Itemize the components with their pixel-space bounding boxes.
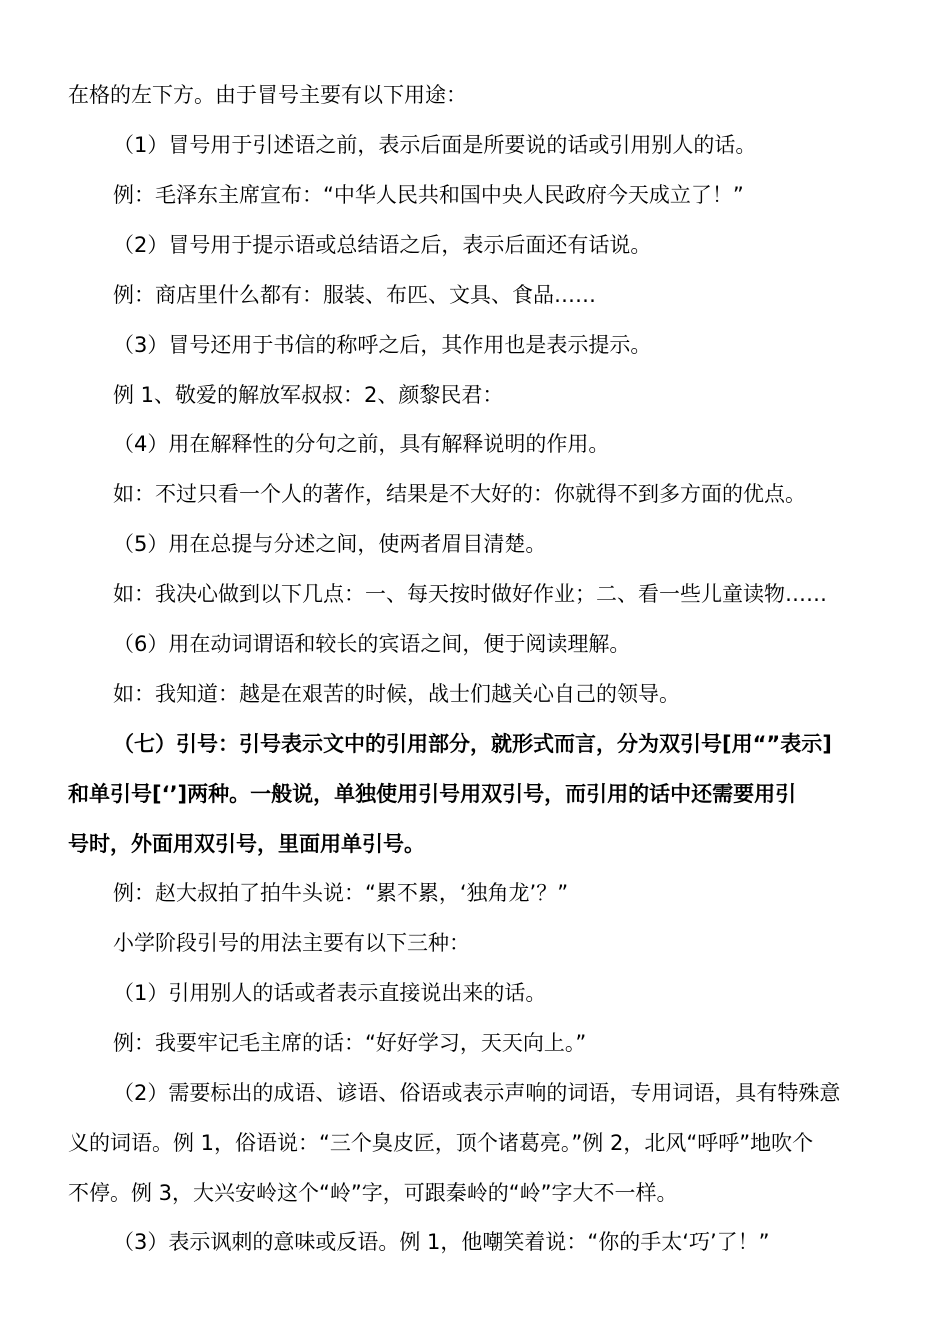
list-item-colon-5: （5）用在总提与分述之间，使两者眉目清楚。: [113, 532, 547, 556]
text-line: 小学阶段引号的用法主要有以下三种：: [113, 931, 470, 955]
list-item-quote-1: （1）引用别人的话或者表示直接说出来的话。: [113, 981, 547, 1005]
example-line: 如：我知道：越是在艰苦的时候，战士们越关心自己的领导。: [113, 682, 680, 706]
text-line: 在格的左下方。由于冒号主要有以下用途：: [68, 83, 467, 107]
example-line: 例：毛泽东主席宣布：“中华人民共和国中央人民政府今天成立了！”: [113, 183, 744, 207]
example-line: 例：赵大叔拍了拍牛头说：“累不累，‘独角龙’？”: [113, 881, 569, 905]
section-heading-quotes: （七）引号：引号表示文中的引用部分，就形式而言，分为双引号[用“”表示]: [113, 732, 832, 756]
section-heading-quotes-cont: 和单引号[‘’]两种。一般说，单独使用引号用双引号，而引用的话中还需要用引: [68, 782, 797, 806]
list-item-colon-1: （1）冒号用于引述语之前，表示后面是所要说的话或引用别人的话。: [113, 133, 757, 157]
list-item-quote-3: （3）表示讽刺的意味或反语。例 1，他嘲笑着说：“你的手太‘巧’了！”: [113, 1230, 770, 1254]
example-line: 如：不过只看一个人的著作，结果是不大好的：你就得不到多方面的优点。: [113, 482, 806, 506]
list-item-colon-4: （4）用在解释性的分句之前，具有解释说明的作用。: [113, 432, 610, 456]
list-item-quote-2: （2）需要标出的成语、谚语、俗语或表示声响的词语，专用词语，具有特殊意: [113, 1081, 841, 1105]
text-line: 不停。例 3，大兴安岭这个“岭”字，可跟秦岭的“岭”字大不一样。: [68, 1181, 678, 1205]
example-line: 例 1、敬爱的解放军叔叔：2、颜黎民君：: [113, 383, 504, 407]
section-heading-quotes-cont: 号时，外面用双引号，里面用单引号。: [68, 832, 425, 856]
example-line: 例：商店里什么都有：服装、布匹、文具、食品……: [113, 283, 596, 307]
list-item-colon-3: （3）冒号还用于书信的称呼之后，其作用也是表示提示。: [113, 333, 652, 357]
list-item-colon-2: （2）冒号用于提示语或总结语之后，表示后面还有话说。: [113, 233, 652, 257]
list-item-colon-6: （6）用在动词谓语和较长的宾语之间，便于阅读理解。: [113, 632, 631, 656]
example-line: 例：我要牢记毛主席的话：“好好学习，天天向上。”: [113, 1031, 587, 1055]
example-line: 如：我决心做到以下几点：一、每天按时做好作业；二、看一些儿童读物……: [113, 582, 827, 606]
text-line: 义的词语。例 1，俗语说：“三个臭皮匠，顶个诸葛亮。”例 2，北风“呼呼”地吹个: [68, 1131, 814, 1155]
